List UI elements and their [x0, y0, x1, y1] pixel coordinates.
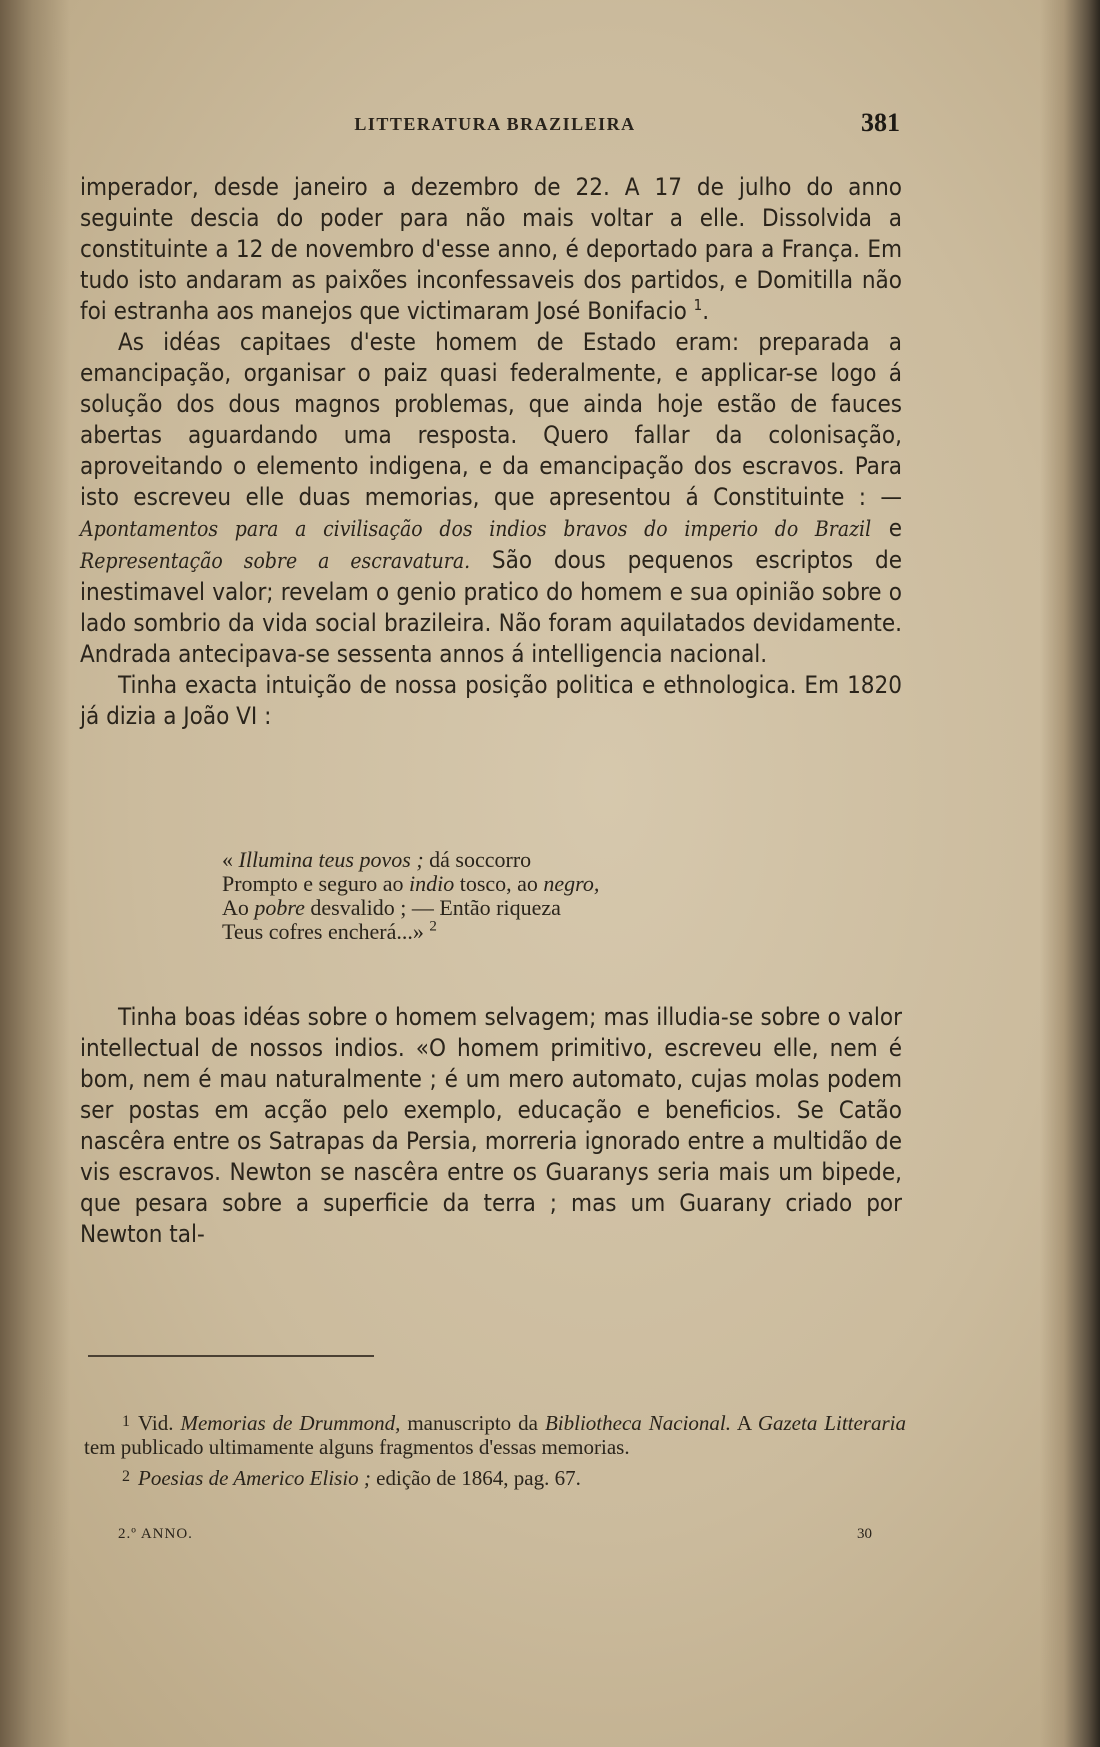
paragraph-4: Tinha boas idéas sobre o homem selvagem; mas illudia-se sobre o valor intellectual de nossos indios. «O homem primitivo, escreveu elle, nem é bom, nem é mau naturalmente ; é um mero automato, cujas molas podem ser postas em acção pelo exemplo, educação e beneficios. Se Catão nascêra entre os Satrapas da Persia, morreria ignorado entre a multidão de vis escravos. Newton se nascêra entre os Guaranys seria mais um bipede, que pesara sobre a superficie da terra ; mas um Guarany criado por Newton tal-	[80, 1003, 902, 1248]
running-title: LITTERATURA BRAZILEIRA	[354, 114, 636, 134]
page-header	[86, 104, 904, 144]
work-title-representacao: Representação sobre a escravatura.	[80, 549, 471, 573]
work-title-apontamentos: Apontamentos para a civilisação dos indios bravos do imperio do Brazil	[80, 517, 872, 541]
signature-mark: 2.º ANNO.	[118, 1526, 193, 1542]
footnote-divider	[88, 1355, 374, 1357]
page-footer	[118, 1526, 908, 1550]
main-text-after-verse	[80, 1002, 902, 1250]
paragraph-2: As idéas capitaes d'este homem de Estado eram: preparada a emancipação, organisar o paiz quasi federalmente, e applicar-se logo á solução dos dous magnos problemas, que ainda hoje estão de fauces abertas aguardando uma resposta. Quero fallar da colonisação, aproveitando o elemento indigena, e da emancipação dos escravos. Para isto escreveu elle duas memorias, que apresentou á Constituinte : — Apontamentos para a civilisação dos indios bravos do imperio do Brazil e Representação sobre a escravatura. São dous pequenos escriptos de inestimavel valor; revelam o genio pratico do homem e sua opinião sobre o lado sombrio da vida social brazileira. Não foram aquilatados devidamente. Andrada antecipava-se sessenta annos á intelligencia nacional.	[80, 328, 903, 668]
page-number: 381	[861, 108, 900, 137]
paragraph-1: imperador, desde janeiro a dezembro de 22. A 17 de julho do anno seguinte descia do poder para não mais voltar a elle. Dissolvida a constituinte a 12 de novembro d'esse anno, é deportado para a França. Em tudo isto andaram as paixões inconfessaveis dos partidos, e Domitilla não foi estranha aos manejos que victimaram José Bonifacio $^1$.	[80, 173, 902, 325]
verse-line-1: « Illumina teus povos ; dá soccorro	[222, 847, 532, 872]
right-edge-shadow	[1040, 0, 1100, 1747]
footnote-2: 2 Poesias de Americo Elisio ; edição de 1864, pag. 67.	[122, 1466, 581, 1490]
footnote-ref-2: 2	[429, 918, 437, 935]
verse-line-4: Teus cofres encherá...» $^2$	[222, 918, 437, 944]
sheet-number: 30	[857, 1526, 872, 1542]
verse-quotation	[222, 848, 822, 944]
paragraph-3: Tinha exacta intuição de nossa posição politica e ethnologica. Em 1820 já dizia a João VI :	[80, 671, 902, 730]
footnote-1: 1 Vid. Memorias de Drummond, manuscripto da Bibliotheca Nacional. A Gazeta Litteraria tem publicado ultimamente alguns fragmentos d'essas memorias.	[84, 1411, 906, 1459]
verse-line-3: Ao pobre desvalido ; — Então riqueza	[222, 895, 561, 920]
main-text-before-verse	[80, 172, 902, 732]
verse-line-2: Prompto e seguro ao indio tosco, ao negro,	[222, 871, 600, 896]
footnotes	[84, 1410, 906, 1496]
footnote-ref-1: 1	[693, 296, 703, 314]
left-gutter-shadow	[0, 0, 70, 1747]
